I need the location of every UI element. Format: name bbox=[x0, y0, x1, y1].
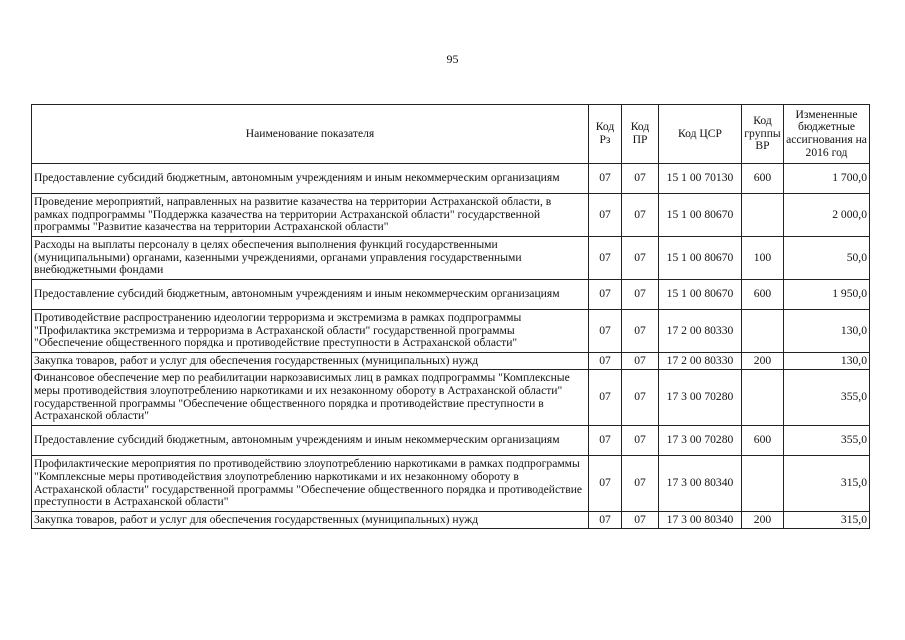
row-name: Предоставление субсидий бюджетным, автономным учреждениям и иным некоммерческим организациям bbox=[32, 280, 589, 310]
row-name: Предоставление субсидий бюджетным, автономным учреждениям и иным некоммерческим организациям bbox=[32, 426, 589, 456]
row-name: Проведение мероприятий, направленных на развитие казачества на территории Астраханской области, в рамках подпрограммы "Поддержка казачества на территории Астраханской области" государственной программы "Развитие казачества на территории Астраханской области" bbox=[32, 194, 589, 237]
row-csr: 15 1 00 80670 bbox=[659, 280, 742, 310]
header-name: Наименование показателя bbox=[32, 105, 589, 164]
row-sum: 355,0 bbox=[784, 426, 870, 456]
budget-table bbox=[31, 104, 870, 529]
table-row bbox=[32, 310, 870, 353]
row-sum: 130,0 bbox=[784, 353, 870, 370]
table-row bbox=[32, 426, 870, 456]
row-vr: 600 bbox=[742, 426, 784, 456]
row-pr: 07 bbox=[622, 237, 659, 280]
row-rz: 07 bbox=[589, 237, 622, 280]
row-vr: 100 bbox=[742, 237, 784, 280]
row-rz: 07 bbox=[589, 426, 622, 456]
row-csr: 15 1 00 70130 bbox=[659, 164, 742, 194]
row-pr: 07 bbox=[622, 353, 659, 370]
row-sum: 315,0 bbox=[784, 512, 870, 529]
row-rz: 07 bbox=[589, 194, 622, 237]
row-csr: 17 2 00 80330 bbox=[659, 310, 742, 353]
row-vr bbox=[742, 370, 784, 426]
row-vr bbox=[742, 194, 784, 237]
row-sum: 1 950,0 bbox=[784, 280, 870, 310]
table-row bbox=[32, 194, 870, 237]
row-sum: 355,0 bbox=[784, 370, 870, 426]
row-name: Профилактические мероприятия по противодействию злоупотреблению наркотиками в рамках подпрограммы "Комплексные меры противодействия злоупотреблению наркотиками и их незаконному обороту в Астраханской области" государственной программы "Обеспечение общественного порядка и противодействие преступности в Астраханской области" bbox=[32, 456, 589, 512]
row-pr: 07 bbox=[622, 164, 659, 194]
header-csr: Код ЦСР bbox=[659, 105, 742, 164]
row-csr: 15 1 00 80670 bbox=[659, 237, 742, 280]
row-vr: 200 bbox=[742, 512, 784, 529]
row-sum: 130,0 bbox=[784, 310, 870, 353]
table-row bbox=[32, 456, 870, 512]
row-name: Противодействие распространению идеологии терроризма и экстремизма в рамках подпрограммы "Профилактика экстремизма и терроризма в Астраханской области" государственной программы "Обеспечение общественного порядка и противодействие преступности в Астраханской области" bbox=[32, 310, 589, 353]
table-row bbox=[32, 164, 870, 194]
row-rz: 07 bbox=[589, 353, 622, 370]
row-sum: 50,0 bbox=[784, 237, 870, 280]
row-name: Предоставление субсидий бюджетным, автономным учреждениям и иным некоммерческим организациям bbox=[32, 164, 589, 194]
row-rz: 07 bbox=[589, 164, 622, 194]
row-pr: 07 bbox=[622, 194, 659, 237]
row-csr: 17 3 00 70280 bbox=[659, 370, 742, 426]
row-vr: 600 bbox=[742, 164, 784, 194]
row-csr: 17 2 00 80330 bbox=[659, 353, 742, 370]
row-pr: 07 bbox=[622, 370, 659, 426]
row-sum: 2 000,0 bbox=[784, 194, 870, 237]
row-csr: 17 3 00 70280 bbox=[659, 426, 742, 456]
row-vr bbox=[742, 456, 784, 512]
table-row bbox=[32, 353, 870, 370]
row-csr: 17 3 00 80340 bbox=[659, 512, 742, 529]
row-sum: 1 700,0 bbox=[784, 164, 870, 194]
row-pr: 07 bbox=[622, 456, 659, 512]
header-sum: Измененные бюджетные ассигнования на 2016 год bbox=[784, 105, 870, 164]
row-pr: 07 bbox=[622, 426, 659, 456]
row-name: Закупка товаров, работ и услуг для обеспечения государственных (муниципальных) нужд bbox=[32, 353, 589, 370]
header-rz: Код Рз bbox=[589, 105, 622, 164]
row-csr: 17 3 00 80340 bbox=[659, 456, 742, 512]
table-row bbox=[32, 370, 870, 426]
row-name: Финансовое обеспечение мер по реабилитации наркозависимых лиц в рамках подпрограммы "Комплексные меры противодействия злоупотреблению наркотиками и их незаконному обороту в Астраханской области" государственной программы "Обеспечение общественного порядка и противодействие преступности в Астраханской области" bbox=[32, 370, 589, 426]
row-rz: 07 bbox=[589, 280, 622, 310]
row-rz: 07 bbox=[589, 456, 622, 512]
page-number: 95 bbox=[446, 52, 459, 66]
row-vr: 200 bbox=[742, 353, 784, 370]
table-row bbox=[32, 280, 870, 310]
table-row bbox=[32, 237, 870, 280]
row-pr: 07 bbox=[622, 512, 659, 529]
row-rz: 07 bbox=[589, 512, 622, 529]
header-vr: Код группы ВР bbox=[742, 105, 784, 164]
row-vr: 600 bbox=[742, 280, 784, 310]
row-csr: 15 1 00 80670 bbox=[659, 194, 742, 237]
row-rz: 07 bbox=[589, 370, 622, 426]
row-sum: 315,0 bbox=[784, 456, 870, 512]
row-pr: 07 bbox=[622, 310, 659, 353]
row-name: Закупка товаров, работ и услуг для обеспечения государственных (муниципальных) нужд bbox=[32, 512, 589, 529]
row-rz: 07 bbox=[589, 310, 622, 353]
header-pr: Код ПР bbox=[622, 105, 659, 164]
table-header-row bbox=[32, 105, 870, 164]
table-row bbox=[32, 512, 870, 529]
row-pr: 07 bbox=[622, 280, 659, 310]
row-vr bbox=[742, 310, 784, 353]
row-name: Расходы на выплаты персоналу в целях обеспечения выполнения функций государственными (муниципальными) органами, казенными учреждениями, органами управления государственными внебюджетными фондами bbox=[32, 237, 589, 280]
